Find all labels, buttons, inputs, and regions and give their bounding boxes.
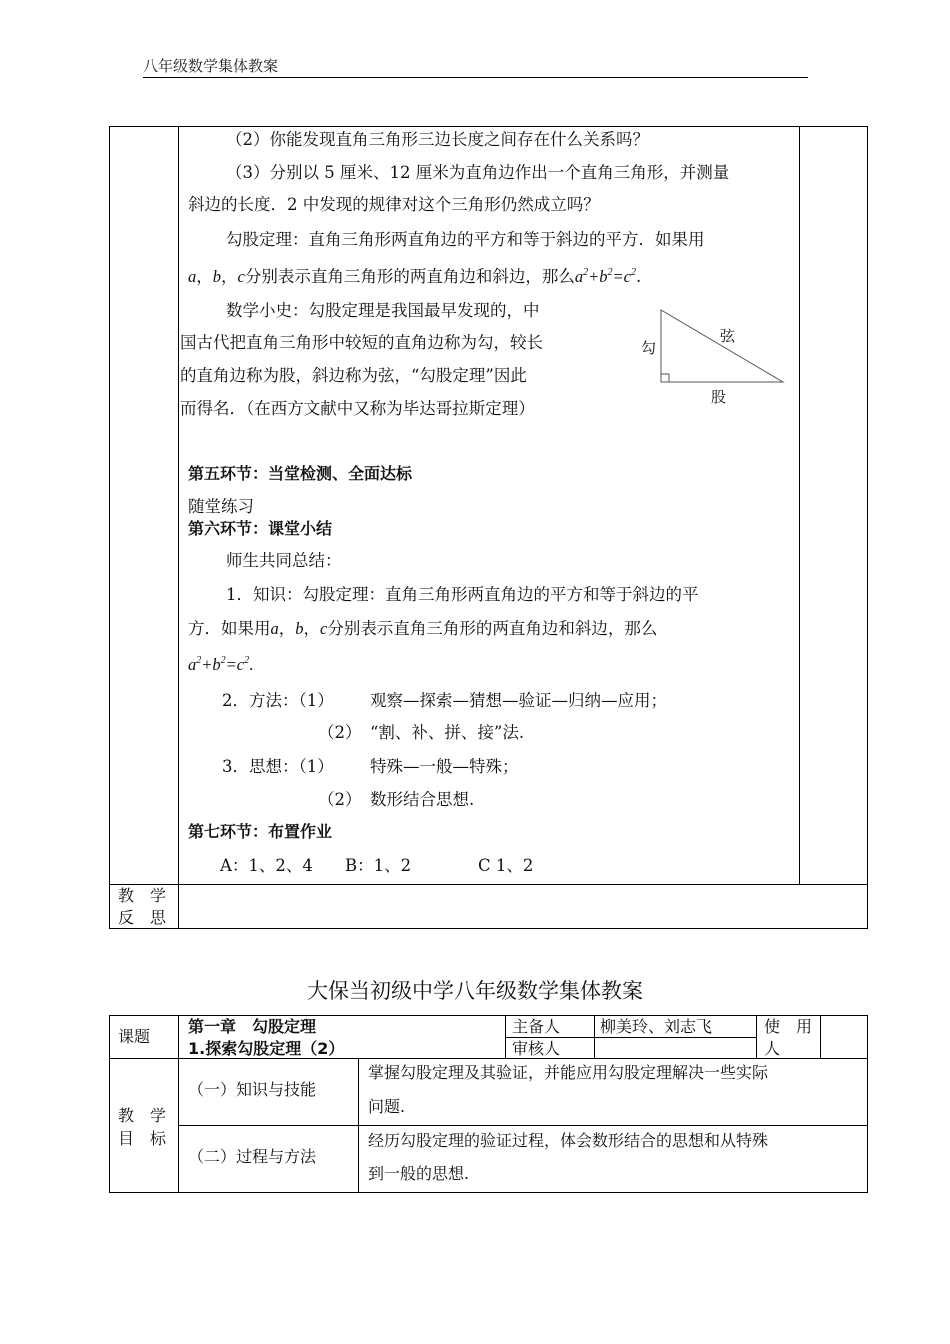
homework-a: A：1、2、4 <box>220 856 313 875</box>
section-6-heading: 第六环节：课堂小结 <box>188 519 333 538</box>
user-label-line2: 人 <box>764 1039 781 1058</box>
main-preparer-value: 柳美玲、刘志飞 <box>600 1017 713 1036</box>
reflection-label-line1: 教 学 <box>118 886 167 905</box>
history-line2: 国古代把直角三角形中较短的直角边称为勾，较长 <box>180 333 543 352</box>
var-b: b <box>212 267 221 286</box>
section-5-heading: 第五环节：当堂检测、全面达标 <box>188 464 413 483</box>
topic-label: 课题 <box>118 1027 151 1046</box>
theorem-line1: 勾股定理：直角三角形两直角边的平方和等于斜边的平方．如果用 <box>226 230 705 249</box>
thought-item-1: 特殊—一般—特殊； <box>370 757 519 776</box>
triangle-label-xian: 弦 <box>720 327 736 345</box>
goal-1-line2: 问题. <box>368 1097 406 1116</box>
triangle-label-gou: 勾 <box>641 339 657 357</box>
user-label-line1: 使 用 <box>764 1017 813 1036</box>
question-3-line1: （3）分别以 5 厘米、12 厘米为直角边作出一个直角三角形，并测量 <box>226 163 730 182</box>
right-triangle-figure <box>655 305 790 390</box>
question-3-line2: 斜边的长度．2 中发现的规律对这个三角形仍然成立吗？ <box>188 195 600 214</box>
method-item-2: “割、补、拼、接”法. <box>370 723 525 742</box>
header-rule <box>143 77 808 78</box>
goal-1-line1: 掌握勾股定理及其验证，并能应用勾股定理解决一些实际 <box>368 1063 769 1082</box>
triangle-label-gu: 股 <box>711 388 727 406</box>
var-c: c <box>237 267 245 286</box>
goals-label-line2: 目 标 <box>118 1129 167 1148</box>
chapter-title: 第一章 勾股定理 <box>188 1017 317 1036</box>
practice-label: 随堂练习 <box>188 497 254 516</box>
thought-label: 3．思想：（1） <box>222 757 334 776</box>
reflection-label-line2: 反 思 <box>118 908 167 927</box>
header-title: 八年级数学集体教案 <box>143 57 279 75</box>
question-2: （2）你能发现直角三角形三边长度之间存在什么关系吗？ <box>226 130 649 149</box>
goal-2-line1: 经历勾股定理的验证过程，体会数形结合的思想和从特殊 <box>368 1131 769 1150</box>
goal-1-label: （一）知识与技能 <box>188 1080 317 1099</box>
school-title: 大保当初级中学八年级数学集体教案 <box>307 979 643 1003</box>
goal-2-label: （二）过程与方法 <box>188 1147 317 1166</box>
history-line4: 而得名．（在西方文献中又称为毕达哥拉斯定理） <box>180 399 535 418</box>
method-label: 2．方法：（1） <box>222 691 334 710</box>
section-7-heading: 第七环节：布置作业 <box>188 822 333 841</box>
summary-intro: 师生共同总结： <box>226 551 342 570</box>
method-num-2: （2） <box>318 723 362 742</box>
summary-knowledge-line1: 1．知识：勾股定理：直角三角形两直角边的平方和等于斜边的平 <box>226 585 699 604</box>
history-line1: 数学小史：勾股定理是我国最早发现的，中 <box>226 301 540 320</box>
history-line3: 的直角边称为股，斜边称为弦，“勾股定理”因此 <box>180 366 527 385</box>
lesson-title: 1.探索勾股定理（2） <box>188 1039 345 1058</box>
goal-2-line2: 到一般的思想. <box>368 1164 470 1183</box>
main-preparer-label: 主备人 <box>512 1017 561 1036</box>
summary-formula: $a^2+b^2=c^2$. <box>188 655 254 674</box>
goals-label-line1: 教 学 <box>118 1106 167 1125</box>
method-item-1: 观察—探索—猜想—验证—归纳—应用； <box>370 691 667 710</box>
thought-num-2: （2） <box>318 790 362 809</box>
thought-item-2: 数形结合思想. <box>370 790 475 809</box>
homework-b: B：1、2 <box>345 856 412 875</box>
var-a: a <box>188 267 197 286</box>
summary-knowledge-line2: 方．如果用a，b，c分别表示直角三角形的两直角边和斜边，那么 <box>188 619 658 638</box>
reviewer-label: 审核人 <box>512 1039 561 1058</box>
pythagorean-formula: $a^2+b^2=c^2$ <box>574 267 636 286</box>
theorem-line2: a，b，c分别表示直角三角形的两直角边和斜边，那么$a^2+b^2=c^2$. <box>188 267 642 286</box>
homework-c: C 1、2 <box>478 856 534 875</box>
